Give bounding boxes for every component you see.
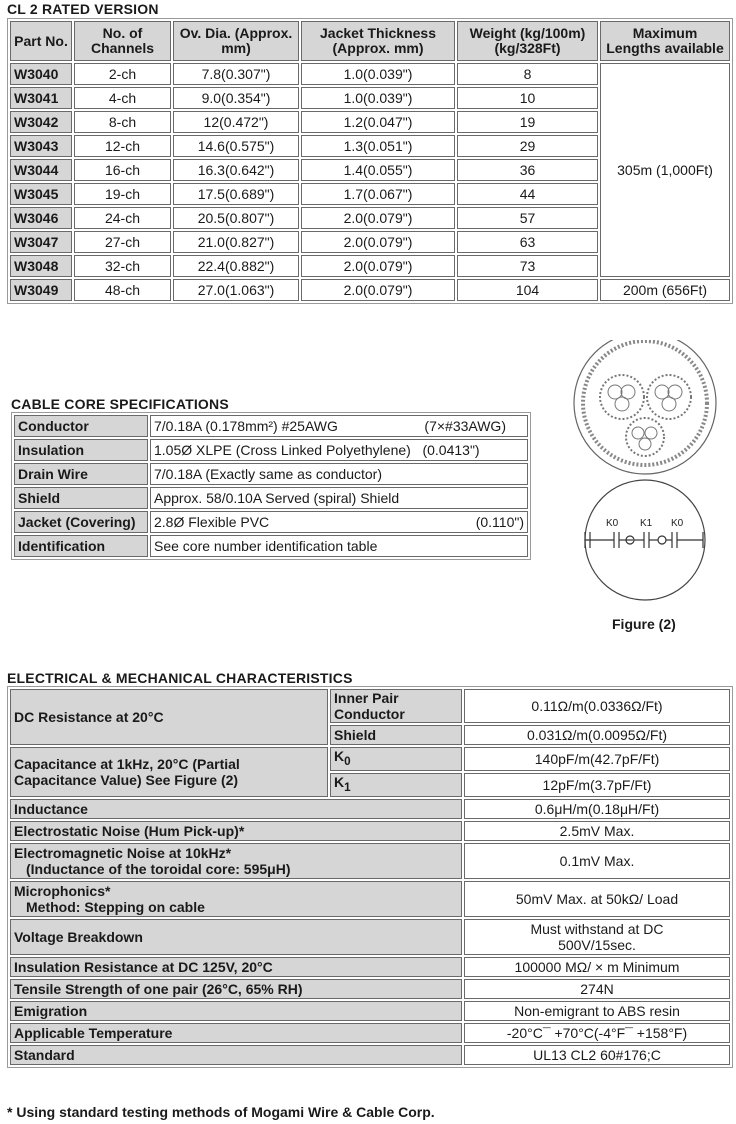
dc-sub-inner-pair: Inner Pair Conductor	[330, 689, 462, 723]
outer-diameter-cell: 22.4(0.882")	[173, 255, 299, 277]
spec-value-cell	[150, 439, 528, 461]
channels-cell: 27-ch	[74, 231, 171, 253]
outer-diameter-cell: 17.5(0.689")	[173, 183, 299, 205]
spec-label: Drain Wire	[14, 463, 148, 485]
channels-cell: 32-ch	[74, 255, 171, 277]
spec-value-extra	[506, 442, 524, 458]
characteristic-label: Inductance	[14, 800, 88, 817]
weight-cell: 73	[457, 255, 598, 277]
part-number-cell: W3049	[10, 279, 72, 301]
part-number-cell: W3042	[10, 111, 72, 133]
spiral-shield-ring	[583, 341, 707, 465]
channels-cell: 12-ch	[74, 135, 171, 157]
jacket-thickness-cell: 1.0(0.039")	[301, 87, 455, 109]
dc-value-inner-pair: 0.11Ω/m(0.0336Ω/Ft)	[464, 689, 730, 723]
jacket-thickness-cell: 1.2(0.047")	[301, 111, 455, 133]
outer-diameter-cell: 9.0(0.354")	[173, 87, 299, 109]
channels-cell: 4-ch	[74, 87, 171, 109]
max-length-last-cell: 200m (656Ft)	[600, 279, 730, 301]
weight-cell: 63	[457, 231, 598, 253]
spec-row	[14, 487, 528, 509]
spec-row	[14, 439, 528, 461]
spec-value-extra	[506, 490, 524, 506]
spec-value-extra	[506, 466, 524, 482]
weight-cell: 57	[457, 207, 598, 229]
weight-cell: 8	[457, 63, 598, 85]
capacitance-value-k1: 12pF/m(3.7pF/Ft)	[464, 773, 730, 797]
characteristic-label: Microphonics*	[14, 882, 111, 899]
characteristic-value: 0.6μH/m(0.18μH/Ft)	[464, 799, 730, 819]
header-channels: No. of Channels	[74, 21, 171, 61]
spec-value-cell	[150, 487, 528, 509]
spec-value-extra: (0.110")	[475, 514, 524, 530]
dc-value-shield: 0.031Ω/m(0.0095Ω/Ft)	[464, 725, 730, 745]
cable-cross-section-figure	[570, 340, 720, 610]
characteristic-row	[10, 979, 730, 999]
outer-diameter-cell: 16.3(0.642")	[173, 159, 299, 181]
characteristic-label-cell	[10, 1001, 462, 1021]
header-outer-diameter: Ov. Dia. (Approx. mm)	[173, 21, 299, 61]
header-max-length: Maximum Lengths available	[600, 21, 730, 61]
part-number-cell: W3041	[10, 87, 72, 109]
weight-cell: 104	[457, 279, 598, 301]
spec-label: Insulation	[14, 439, 148, 461]
capacitance-sub-k1: $K_1$	[330, 773, 462, 797]
table-row	[10, 63, 730, 85]
characteristic-label-cell	[10, 919, 462, 955]
characteristic-label-cell	[10, 843, 462, 879]
weight-cell: 29	[457, 135, 598, 157]
jacket-thickness-cell: 2.0(0.079")	[301, 279, 455, 301]
outer-diameter-cell: 12(0.472")	[173, 111, 299, 133]
characteristic-label-cell	[10, 881, 462, 917]
channels-cell: 16-ch	[74, 159, 171, 181]
characteristic-sublabel: Method: Stepping on cable	[26, 898, 205, 915]
characteristic-value: 274N	[464, 979, 730, 999]
channels-cell: 8-ch	[74, 111, 171, 133]
characteristic-row	[10, 957, 730, 977]
spec-label: Identification	[14, 535, 148, 557]
characteristic-label: Voltage Breakdown	[14, 928, 143, 945]
spec-row	[14, 463, 528, 485]
characteristic-row	[10, 843, 730, 879]
channels-cell: 19-ch	[74, 183, 171, 205]
figure-caption: Figure (2)	[612, 616, 676, 632]
spec-value: 1.05Ø XLPE (Cross Linked Polyethylene) (0.0413")	[154, 442, 480, 458]
spec-row	[14, 535, 528, 557]
weight-cell: 19	[457, 111, 598, 133]
spec-row	[14, 415, 528, 437]
spec-value-cell	[150, 415, 528, 437]
characteristic-value: UL13 CL2 60#176;C	[464, 1045, 730, 1065]
characteristic-label-cell	[10, 1023, 462, 1043]
capacitance-sub-k0: $K_0$	[330, 747, 462, 771]
jacket-thickness-cell: 1.0(0.039")	[301, 63, 455, 85]
spec-row	[14, 511, 528, 533]
spec-label: Conductor	[14, 415, 148, 437]
weight-cell: 36	[457, 159, 598, 181]
characteristic-label-cell	[10, 1045, 462, 1065]
capacitance-schematic	[585, 532, 703, 548]
characteristic-value: Non-emigrant to ABS resin	[464, 1001, 730, 1021]
table-row	[10, 279, 730, 301]
electrical-title: ELECTRICAL & MECHANICAL CHARACTERISTICS	[7, 670, 353, 686]
characteristic-label: Applicable Temperature	[14, 1024, 173, 1041]
channels-cell: 2-ch	[74, 63, 171, 85]
characteristic-value: -20°C¯ +70°C(-4°F¯ +158°F)	[464, 1023, 730, 1043]
outer-diameter-cell: 7.8(0.307")	[173, 63, 299, 85]
characteristic-value: Must withstand at DC 500V/15sec.	[464, 919, 730, 955]
characteristic-label: Emigration	[14, 1002, 88, 1019]
electrical-table	[7, 686, 733, 1068]
characteristic-value: 0.1mV Max.	[464, 843, 730, 879]
characteristic-label-cell	[10, 821, 462, 841]
core-spec-title: CABLE CORE SPECIFICATIONS	[11, 396, 229, 412]
part-number-cell: W3046	[10, 207, 72, 229]
weight-cell: 10	[457, 87, 598, 109]
core-spec-table	[11, 412, 531, 560]
spec-label: Shield	[14, 487, 148, 509]
dc-resistance-label: DC Resistance at 20°C	[10, 689, 328, 745]
characteristic-value: 100000 MΩ/ × m Minimum	[464, 957, 730, 977]
footnote: * Using standard testing methods of Mogami Wire & Cable Corp.	[7, 1104, 435, 1120]
characteristic-label: Tensile Strength of one pair (26°C, 65% RH)	[14, 980, 303, 997]
weight-cell: 44	[457, 183, 598, 205]
spec-label: Jacket (Covering)	[14, 511, 148, 533]
jacket-thickness-cell: 2.0(0.079")	[301, 255, 455, 277]
channels-cell: 48-ch	[74, 279, 171, 301]
k0-right-label: K0	[671, 518, 684, 529]
characteristic-label: Electromagnetic Noise at 10kHz*	[14, 844, 232, 861]
characteristic-label: Insulation Resistance at DC 125V, 20°C	[14, 958, 273, 975]
spec-value-extra: (7×#33AWG)	[424, 418, 506, 434]
characteristic-row	[10, 881, 730, 917]
characteristic-row	[10, 1023, 730, 1043]
characteristic-label-cell	[10, 979, 462, 999]
characteristic-row	[10, 1045, 730, 1065]
part-number-cell: W3047	[10, 231, 72, 253]
header-jacket-thickness: Jacket Thickness (Approx. mm)	[301, 21, 455, 61]
capacitance-value-k0: 140pF/m(42.7pF/Ft)	[464, 747, 730, 771]
characteristic-row	[10, 799, 730, 819]
jacket-thickness-cell: 1.4(0.055")	[301, 159, 455, 181]
jacket-thickness-cell: 1.7(0.067")	[301, 183, 455, 205]
outer-diameter-cell: 27.0(1.063")	[173, 279, 299, 301]
characteristic-label-cell	[10, 957, 462, 977]
characteristic-sublabel: (Inductance of the toroidal core: 595μH)	[26, 860, 291, 877]
characteristic-value: 2.5mV Max.	[464, 821, 730, 841]
outer-diameter-cell: 21.0(0.827")	[173, 231, 299, 253]
jacket-thickness-cell: 2.0(0.079")	[301, 231, 455, 253]
characteristic-label: Standard	[14, 1046, 75, 1063]
characteristic-label-cell	[10, 799, 462, 819]
characteristic-value: 50mV Max. at 50kΩ/ Load	[464, 881, 730, 917]
spec-value-extra	[506, 538, 524, 554]
spec-value: 2.8Ø Flexible PVC	[154, 514, 270, 530]
spec-value-cell	[150, 511, 528, 533]
k1-label: K1	[640, 518, 653, 529]
k0-left-label: K0	[606, 518, 619, 529]
rated-version-table	[7, 18, 733, 304]
channels-cell: 24-ch	[74, 207, 171, 229]
spec-value: See core number identification table	[154, 538, 378, 554]
spec-value-cell	[150, 463, 528, 485]
jacket-thickness-cell: 2.0(0.079")	[301, 207, 455, 229]
jacket-thickness-cell: 1.3(0.051")	[301, 135, 455, 157]
characteristic-row	[10, 821, 730, 841]
part-number-cell: W3048	[10, 255, 72, 277]
rated-version-title: CL 2 RATED VERSION	[7, 1, 159, 17]
outer-diameter-cell: 20.5(0.807")	[173, 207, 299, 229]
spec-value: 7/0.18A (Exactly same as conductor)	[154, 466, 382, 482]
outer-diameter-cell: 14.6(0.575")	[173, 135, 299, 157]
part-number-cell: W3044	[10, 159, 72, 181]
spec-value: Approx. 58/0.10A Served (spiral) Shield	[154, 490, 400, 506]
header-weight: Weight (kg/100m) (kg/328Ft)	[457, 21, 598, 61]
characteristic-row	[10, 1001, 730, 1021]
characteristic-row	[10, 919, 730, 955]
capacitance-label: Capacitance at 1kHz, 20°C (Partial Capacitance Value) See Figure (2)	[10, 747, 328, 797]
part-number-cell: W3045	[10, 183, 72, 205]
characteristic-label: Electrostatic Noise (Hum Pick-up)*	[14, 822, 245, 839]
header-part-no: Part No.	[10, 21, 72, 61]
spec-value-cell	[150, 535, 528, 557]
outer-jacket-circle	[574, 340, 716, 474]
max-length-main-cell: 305m (1,000Ft)	[600, 63, 730, 277]
spec-value: 7/0.18A (0.178mm²) #25AWG	[154, 418, 338, 434]
part-number-cell: W3040	[10, 63, 72, 85]
dc-sub-shield: Shield	[330, 725, 462, 745]
part-number-cell: W3043	[10, 135, 72, 157]
